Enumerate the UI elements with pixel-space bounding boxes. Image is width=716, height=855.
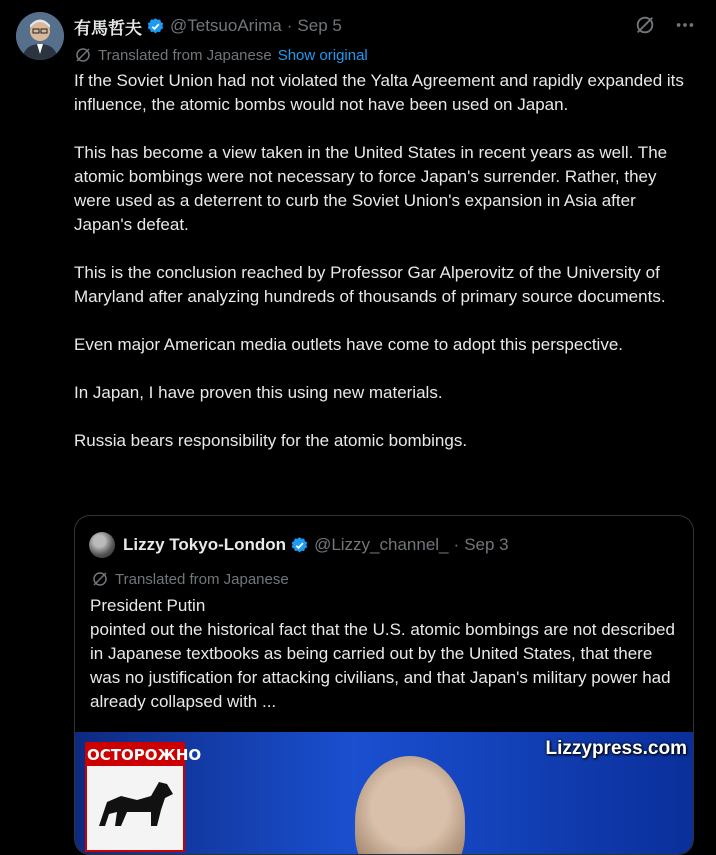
post-paragraph: This is the conclusion reached by Professor Gar Alperovitz of the University of Maryland after analyzing hundreds of thousands of primary source documents.	[74, 263, 666, 306]
quoted-post-text: President Putin pointed out the historical fact that the U.S. atomic bombings are not described in Japanese textbooks as being carried out by the United States, that there was no justification for attacking civilians, and that Japan's military power had already collapsed with ...	[90, 596, 675, 711]
person-image	[355, 756, 465, 855]
post-body	[74, 69, 694, 477]
quoted-author-handle[interactable]: @Lizzy_channel_	[314, 535, 449, 554]
post-paragraph: This has become a view taken in the United States in recent years as well. The atomic bombings were not necessary to force Japan's surrender. Rather, they were used as a deterrent to curb the Soviet Union's expansion in Asia after Japan's defeat.	[74, 143, 668, 234]
quoted-author-name[interactable]: Lizzy Tokyo-London	[123, 535, 287, 554]
quoted-post-header	[89, 532, 509, 558]
warning-sign-image	[85, 742, 202, 852]
grok-icon[interactable]	[634, 14, 656, 41]
show-original-link[interactable]: Show original	[277, 46, 368, 64]
quoted-translated-label: Translated from Japanese	[115, 570, 289, 588]
translate-icon	[91, 570, 109, 588]
post-actions-top	[634, 14, 696, 41]
quoted-translation-notice	[91, 568, 289, 590]
separator-dot: ·	[453, 535, 460, 554]
author-handle[interactable]: @TetsuoArima	[170, 16, 282, 35]
quoted-post[interactable]	[74, 515, 694, 855]
media-watermark: Lizzypress.com	[545, 738, 687, 759]
separator-dot: ·	[286, 16, 293, 35]
author-avatar[interactable]	[16, 12, 64, 60]
more-icon[interactable]	[674, 14, 696, 41]
post-header	[74, 14, 342, 38]
verified-badge-icon[interactable]	[290, 536, 309, 555]
post-paragraph: Russia bears responsibility for the atomic bombings.	[74, 431, 468, 450]
post-paragraph: Even major American media outlets have come to adopt this perspective.	[74, 335, 624, 354]
verified-badge-icon[interactable]	[146, 17, 165, 36]
quoted-post-media[interactable]	[75, 732, 694, 855]
sign-text: ОСТОРОЖНО	[87, 746, 202, 764]
translated-label: Translated from Japanese	[98, 46, 272, 64]
post-date[interactable]: Sep 5	[297, 16, 342, 35]
quoted-author-avatar[interactable]	[89, 532, 115, 558]
post-paragraph: If the Soviet Union had not violated the Yalta Agreement and rapidly expanded its influence, the atomic bombs would not have been used on Japan.	[74, 71, 684, 114]
dog-silhouette-icon	[87, 766, 183, 836]
quoted-post-date[interactable]: Sep 3	[464, 535, 509, 554]
translation-notice	[74, 44, 368, 66]
post-paragraph: In Japan, I have proven this using new materials.	[74, 383, 443, 402]
translate-icon	[74, 46, 92, 64]
author-name[interactable]: 有馬哲夫	[74, 18, 142, 38]
